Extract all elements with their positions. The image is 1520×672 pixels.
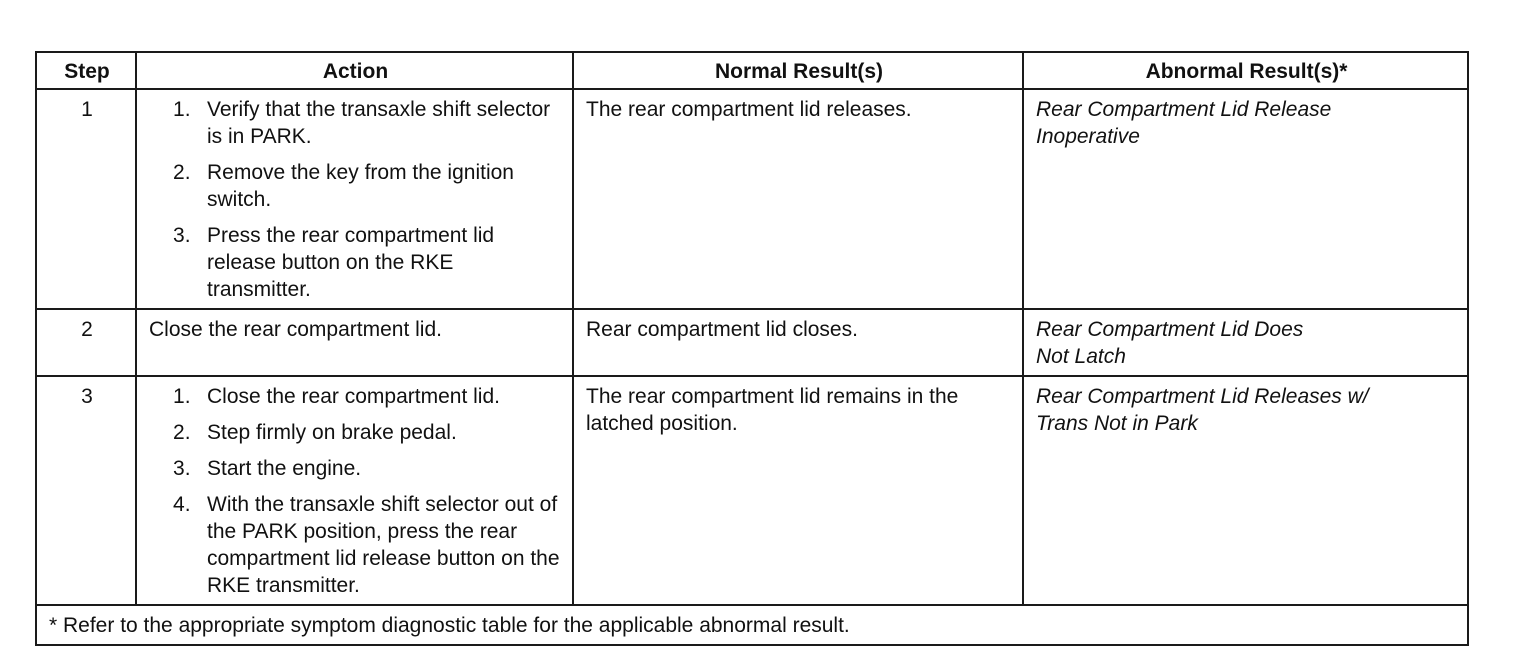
action-item: Step firmly on brake pedal. (207, 421, 457, 444)
diagnostic-table (35, 51, 1469, 646)
action-item: Remove the key from the ignition switch. (207, 161, 514, 211)
header-row (36, 52, 1468, 89)
normal-result: Rear compartment lid closes. (573, 309, 1023, 376)
action-cell (136, 376, 573, 605)
action-item: Verify that the transaxle shift selector is in PARK. (207, 98, 551, 148)
action-item: With the transaxle shift selector out of the PARK position, press the rear compartment lid release button on the RKE transmitter. (207, 493, 560, 597)
header-normal-result: Normal Result(s) (573, 52, 1023, 89)
abnormal-result (1023, 89, 1468, 309)
footnote: * Refer to the appropriate symptom diagnostic table for the applicable abnormal result. (36, 605, 1468, 645)
abnormal-result-line: Not Latch (1036, 345, 1126, 368)
abnormal-result (1023, 309, 1468, 376)
step-number: 3 (36, 376, 136, 605)
table-row (36, 376, 1468, 605)
abnormal-result-line: Rear Compartment Lid Does (1036, 318, 1304, 341)
action-item: Close the rear compartment lid. (207, 385, 500, 408)
abnormal-result-line: Inoperative (1036, 125, 1140, 148)
action-item: Press the rear compartment lid release button on the RKE transmitter. (207, 224, 495, 301)
header-step: Step (36, 52, 136, 89)
header-abnormal-result: Abnormal Result(s)* (1023, 52, 1468, 89)
abnormal-result-line: Rear Compartment Lid Releases w/ (1036, 385, 1369, 408)
action-cell (136, 89, 573, 309)
action-list (149, 383, 562, 599)
header-action: Action (136, 52, 573, 89)
action-cell: Close the rear compartment lid. (136, 309, 573, 376)
footnote-row (36, 605, 1468, 645)
table-row (36, 89, 1468, 309)
normal-result: The rear compartment lid remains in the latched position. (573, 376, 1023, 605)
abnormal-result-line: Trans Not in Park (1036, 412, 1198, 435)
normal-result: The rear compartment lid releases. (573, 89, 1023, 309)
action-list (149, 96, 562, 303)
step-number: 2 (36, 309, 136, 376)
abnormal-result-line: Rear Compartment Lid Release (1036, 98, 1332, 121)
table-row (36, 309, 1468, 376)
step-number: 1 (36, 89, 136, 309)
action-item: Start the engine. (207, 457, 362, 480)
abnormal-result (1023, 376, 1468, 605)
